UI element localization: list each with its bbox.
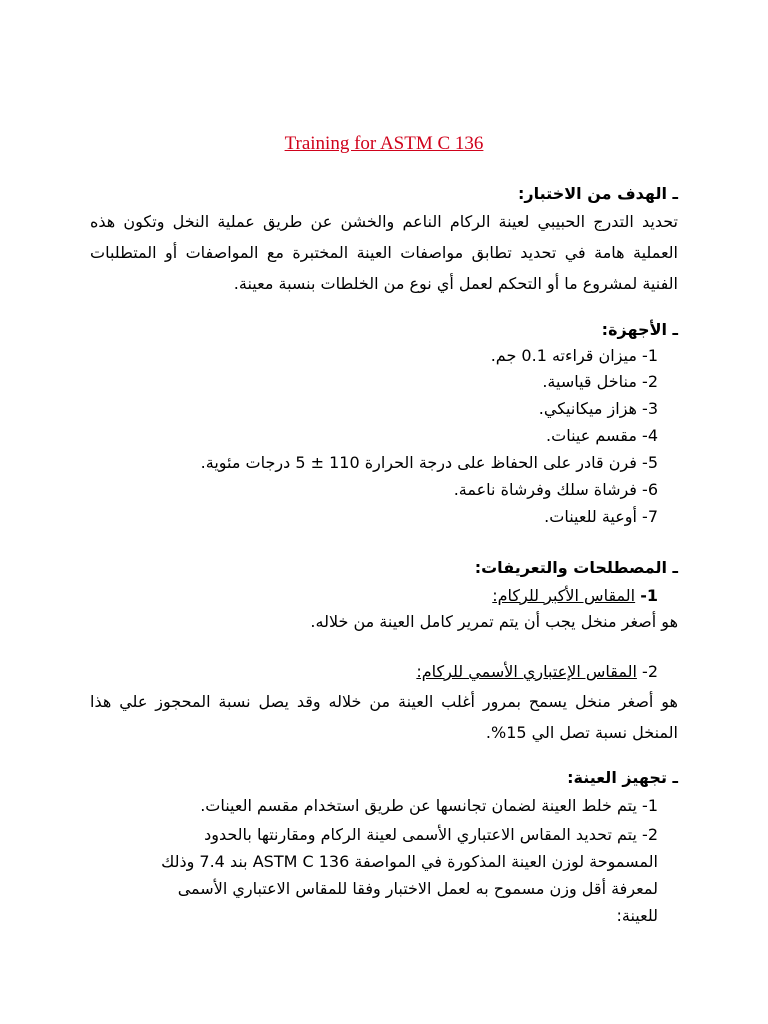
term2-heading [416, 660, 658, 684]
term2-text: هو أصغر منخل يسمح بمرور أغلب العينة من خلاله وقد يصل نسبة المحجوز علي هذا المنخل نسبة تصل الي 15%. [90, 692, 678, 742]
preparation-step: 2- يتم تحديد المقاس الاعتباري الأسمى لعينة الركام ومقارنتها بالحدود المسموحة لوزن العينة المذكورة في المواصفة ASTM C 136 بند 7.4 وذلك لمعرفة أقل وزن مسموح به لعمل الاختبار وفقا للمقاس الاعتباري الأسمى للعينة: [161, 825, 658, 925]
apparatus-item: 1- ميزان قراءته 0.1 جم. [490, 346, 658, 365]
objective-heading: ـ الهدف من الاختبار: [518, 184, 678, 203]
apparatus-item: 7- أوعية للعينات. [544, 507, 658, 526]
apparatus-item: 5- فرن قادر على الحفاظ على درجة الحرارة 110 ± 5 درجات مئوية. [200, 453, 658, 472]
term2-title: المقاس الإعتباري الأسمي للركام: [416, 662, 637, 681]
terms-heading: ـ المصطلحات والتعريفات: [474, 558, 678, 577]
apparatus-item: 2- مناخل قياسية. [542, 372, 658, 391]
term2-number: 2- [642, 662, 658, 681]
page-title: Training for ASTM C 136 [284, 133, 484, 154]
preparation-heading: ـ تجهيز العينة: [567, 768, 678, 787]
term1-title: المقاس الأكبر للركام: [492, 586, 636, 605]
apparatus-heading: ـ الأجهزة: [601, 320, 678, 339]
apparatus-item: 3- هزاز ميكانيكي. [538, 399, 658, 418]
term1-text: هو أصغر منخل يجب أن يتم تمرير كامل العينة من خلاله. [310, 612, 678, 631]
term1-heading [492, 584, 658, 608]
preparation-step: 1- يتم خلط العينة لضمان تجانسها عن طريق استخدام مقسم العينات. [200, 796, 658, 815]
objective-text: تحديد التدرج الحبيبي لعينة الركام الناعم والخشن عن طريق عملية النخل وتكون هذه العملية هامة في تحديد تطابق مواصفات العينة المختبرة مع المواصفات أو المتطلبات الفنية لمشروع ما أو التحكم لعمل أي نوع من الخلطات بنسبة معينة. [90, 212, 678, 293]
term1-number: 1- [640, 586, 658, 605]
apparatus-item: 4- مقسم عينات. [546, 426, 658, 445]
apparatus-item: 6- فرشاة سلك وفرشاة ناعمة. [453, 480, 658, 499]
